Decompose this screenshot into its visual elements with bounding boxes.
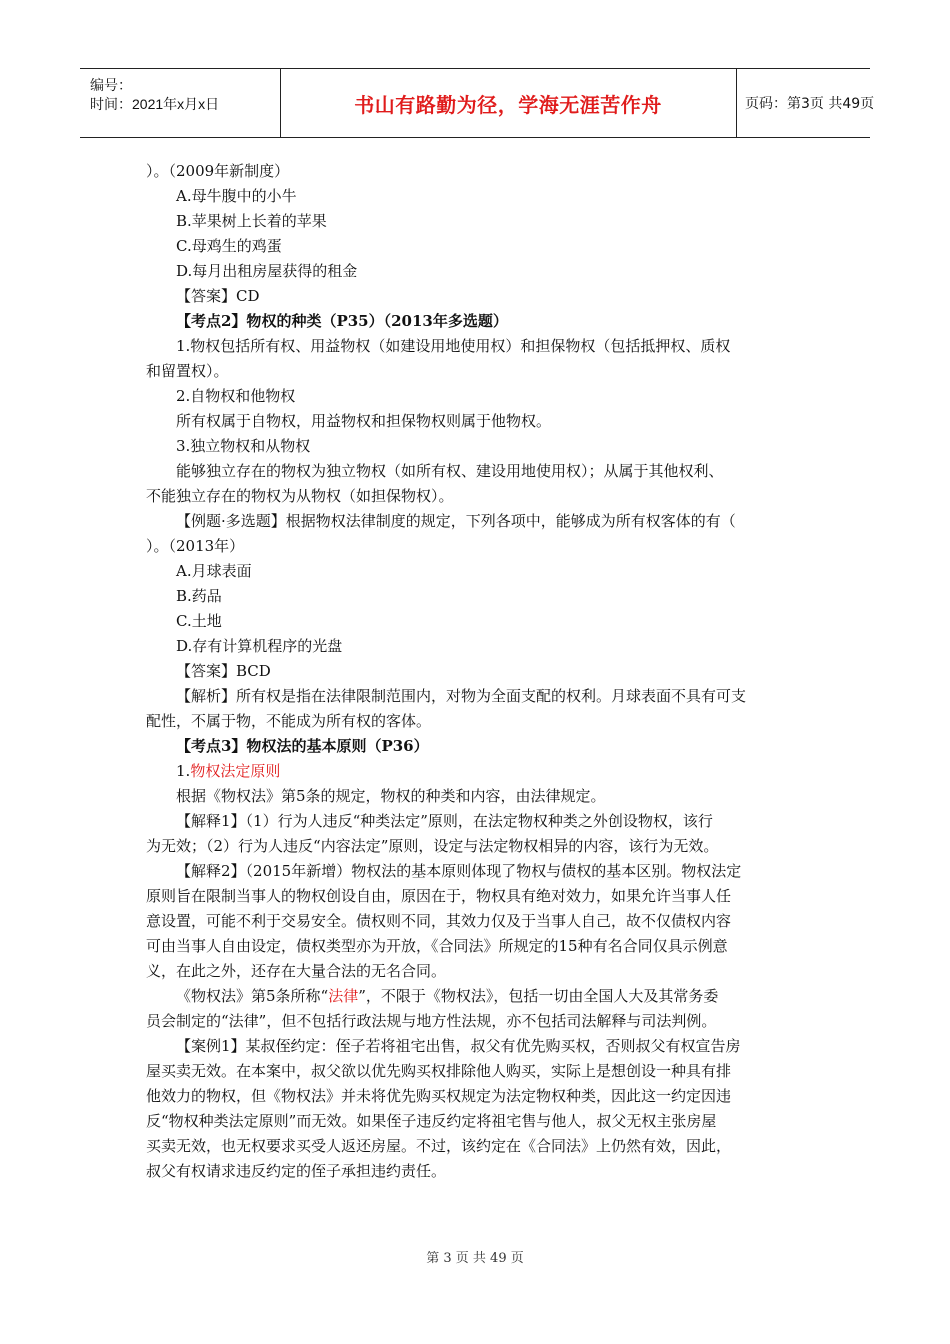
text-line: 1.物权包括所有权、用益物权（如建设用地使用权）和担保物权（包括抵押权、质权 (176, 337, 731, 355)
text-line: 叔父有权请求违反约定的侄子承担违约责任。 (146, 1162, 447, 1180)
option-d: D.每月出租房屋获得的租金 (176, 262, 358, 280)
text-line: 根据《物权法》第5条的规定，物权的种类和内容，由法律规定。 (176, 787, 606, 805)
page-info: 页码：第3页 共49页 (745, 96, 875, 112)
text-line: ）。（2013年） (146, 537, 245, 555)
text-segment: 《物权法》第5条所称“ (176, 987, 329, 1005)
option-d: D.存有计算机程序的光盘 (176, 637, 343, 655)
text-line: 配性，不属于物，不能成为所有权的客体。 (146, 712, 432, 730)
option-b: B.药品 (176, 587, 222, 605)
text-line: 买卖无效，也无权要求买受人返还房屋。不过，该约定在《合同法》上仍然有效，因此， (146, 1137, 732, 1155)
option-c: C.母鸡生的鸡蛋 (176, 237, 282, 255)
page-header (80, 68, 875, 138)
text-line: 员会制定的“法律”，但不包括行政法规与地方性法规，亦不包括司法解释与司法判例。 (146, 1012, 717, 1030)
text-line: 意设置，可能不利于交易安全。债权则不同，其效力仅及于当事人自己，故不仅债权内容 (146, 912, 732, 930)
header-motto-cell (280, 69, 737, 137)
text-line: 和留置权）。 (146, 362, 229, 380)
highlighted-term: 法律 (328, 987, 359, 1005)
page-footer: 第 3 页 共 49 页 (426, 1251, 524, 1266)
text-line: 【案例1】某叔侄约定：侄子若将祖宅出售，叔父有优先购买权，否则叔父有权宣告房 (176, 1037, 741, 1055)
option-c: C.土地 (176, 612, 222, 630)
text-line: 【解释2】（2015年新增）物权法的基本原则体现了物权与债权的基本区别。物权法定 (176, 862, 742, 880)
text-line: 2.自物权和他物权 (176, 387, 296, 405)
text-line: 【解释1】（1）行为人违反“种类法定”原则，在法定物权种类之外创设物权，该行 (176, 812, 713, 830)
text-line: 反“物权种类法定原则”而无效。如果侄子违反约定将祖宅售与他人，叔父无权主张房屋 (146, 1112, 717, 1130)
text-line: 3.独立物权和从物权 (176, 437, 311, 455)
option-a: A.月球表面 (176, 562, 252, 580)
text-line (146, 984, 810, 1009)
analysis-line: 【解析】所有权是指在法律限制范围内，对物为全面支配的权利。月球表面不具有可支 (176, 687, 747, 705)
document-body (146, 159, 810, 1184)
motto-text: 书山有路勤为径，学海无涯苦作舟 (354, 93, 662, 117)
text-line: 能够独立存在的物权为独立物权（如所有权、建设用地使用权）；从属于其他权利、 (176, 462, 724, 480)
header-page-cell (737, 69, 875, 137)
option-b: B.苹果树上长着的苹果 (176, 212, 327, 230)
section-heading: 【考点3】物权法的基本原则（P36） (176, 737, 429, 755)
option-a: A.母牛腹中的小牛 (176, 187, 297, 205)
text-line: ）。（2009年新制度） (146, 162, 290, 180)
text-line: 为无效；（2）行为人违反“内容法定”原则，设定与法定物权相异的内容，该行为无效。 (146, 837, 719, 855)
highlighted-term: 物权法定原则 (190, 762, 281, 780)
subheading-line (146, 759, 810, 784)
text-line: 所有权属于自物权，用益物权和担保物权则属于他物权。 (176, 412, 552, 430)
example-question: 【例题·多选题】根据物权法律制度的规定，下列各项中，能够成为所有权客体的有（ (176, 512, 736, 530)
text-line: 他效力的物权，但《物权法》并未将优先购买权规定为法定物权种类，因此这一约定因违 (146, 1087, 732, 1105)
text-line: 义，在此之外，还存在大量合法的无名合同。 (146, 962, 447, 980)
number-label: 编号： (90, 77, 132, 93)
date-label: 时间：2021年x月x日 (90, 96, 220, 112)
subheading-number: 1. (176, 762, 191, 780)
section-heading: 【考点2】物权的种类（P35）（2013年多选题） (176, 312, 508, 330)
answer-line: 【答案】CD (176, 287, 260, 305)
text-line: 不能独立存在的物权为从物权（如担保物权）。 (146, 487, 454, 505)
text-segment: ”，不限于《物权法》，包括一切由全国人大及其常务委 (358, 987, 719, 1005)
text-line: 屋买卖无效。在本案中，叔父欲以优先购买权排除他人购买，实际上是想创设一种具有排 (146, 1062, 732, 1080)
text-line: 原则旨在限制当事人的物权创设自由，原因在于，物权具有绝对效力，如果允许当事人任 (146, 887, 732, 905)
header-meta-cell (80, 69, 281, 137)
text-line: 可由当事人自由设定，债权类型亦为开放，《合同法》所规定的15种有名合同仅具示例意 (146, 937, 728, 955)
answer-line: 【答案】BCD (176, 662, 271, 680)
